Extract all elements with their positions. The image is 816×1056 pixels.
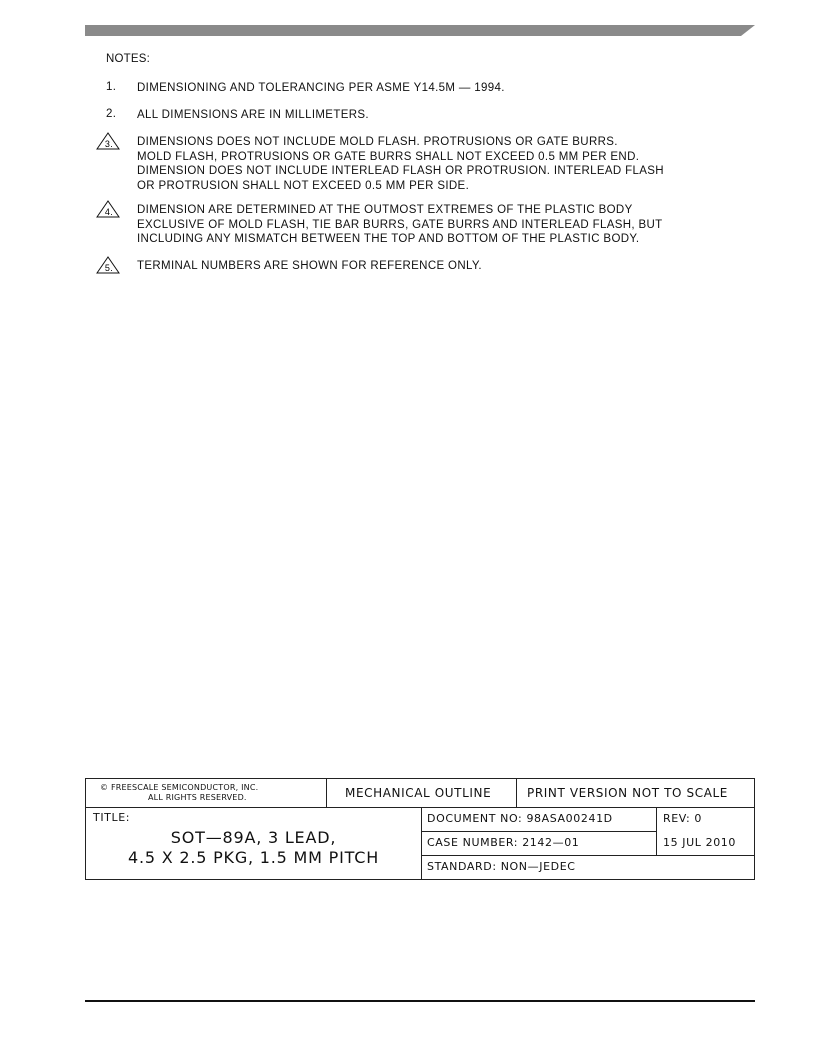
header-bar: [85, 25, 755, 36]
revision: REV: 0: [663, 812, 703, 825]
note-5-number: [105, 259, 129, 281]
note-4-number: [105, 203, 129, 225]
mechanical-outline: MECHANICAL OUTLINE: [345, 786, 492, 800]
package-title-line-1: SOT—89A, 3 LEAD,: [170, 828, 337, 847]
note-2-number: 2.: [106, 108, 117, 120]
triangle-note-4-icon: [95, 199, 121, 219]
footer-rule: [85, 1000, 755, 1002]
document-number: DOCUMENT NO: 98ASA00241D: [427, 812, 613, 825]
title-label: TITLE:: [93, 811, 131, 824]
note-3-number: [105, 135, 129, 157]
note-3-line-4: OR PROTRUSION SHALL NOT EXCEED 0.5 MM PER SIDE.: [137, 179, 470, 192]
issue-date: 15 JUL 2010: [663, 836, 737, 849]
standard: STANDARD: NON—JEDEC: [427, 860, 576, 873]
print-version-note: PRINT VERSION NOT TO SCALE: [527, 786, 728, 800]
case-number: CASE NUMBER: 2142—01: [427, 836, 580, 849]
note-5-line-1: TERMINAL NUMBERS ARE SHOWN FOR REFERENCE ONLY.: [137, 260, 482, 272]
note-4-marker: 4.: [104, 207, 114, 217]
copyright-line-2: ALL RIGHTS RESERVED.: [148, 793, 247, 802]
note-1-number: 1.: [106, 81, 117, 93]
title-block: [85, 778, 755, 880]
note-3-line-2: MOLD FLASH, PROTRUSIONS OR GATE BURRS SHALL NOT EXCEED 0.5 MM PER END.: [137, 150, 640, 163]
note-4-line-1: DIMENSION ARE DETERMINED AT THE OUTMOST EXTREMES OF THE PLASTIC BODY: [137, 204, 633, 216]
triangle-note-3-icon: [95, 131, 121, 151]
triangle-note-5-icon: [95, 255, 121, 275]
note-3-line-3: DIMENSION DOES NOT INCLUDE INTERLEAD FLASH OR PROTRUSION. INTERLEAD FLASH: [137, 165, 664, 177]
note-4-line-2: EXCLUSIVE OF MOLD FLASH, TIE BAR BURRS, GATE BURRS AND INTERLEAD FLASH, BUT: [137, 218, 663, 231]
note-2-line-1: ALL DIMENSIONS ARE IN MILLIMETERS.: [137, 109, 369, 121]
note-4-line-3: INCLUDING ANY MISMATCH BETWEEN THE TOP AND BOTTOM OF THE PLASTIC BODY.: [137, 233, 640, 245]
copyright-line-1: © FREESCALE SEMICONDUCTOR, INC.: [100, 783, 259, 792]
note-5-marker: 5.: [104, 263, 114, 273]
note-3-line-1: DIMENSIONS DOES NOT INCLUDE MOLD FLASH. PROTRUSIONS OR GATE BURRS.: [137, 136, 618, 148]
note-1-line-1: DIMENSIONING AND TOLERANCING PER ASME Y14.5M — 1994.: [137, 82, 505, 94]
note-3-marker: 3.: [104, 139, 114, 149]
package-title-line-2: 4.5 X 2.5 PKG, 1.5 MM PITCH: [127, 848, 380, 867]
notes-heading: NOTES:: [106, 53, 151, 65]
